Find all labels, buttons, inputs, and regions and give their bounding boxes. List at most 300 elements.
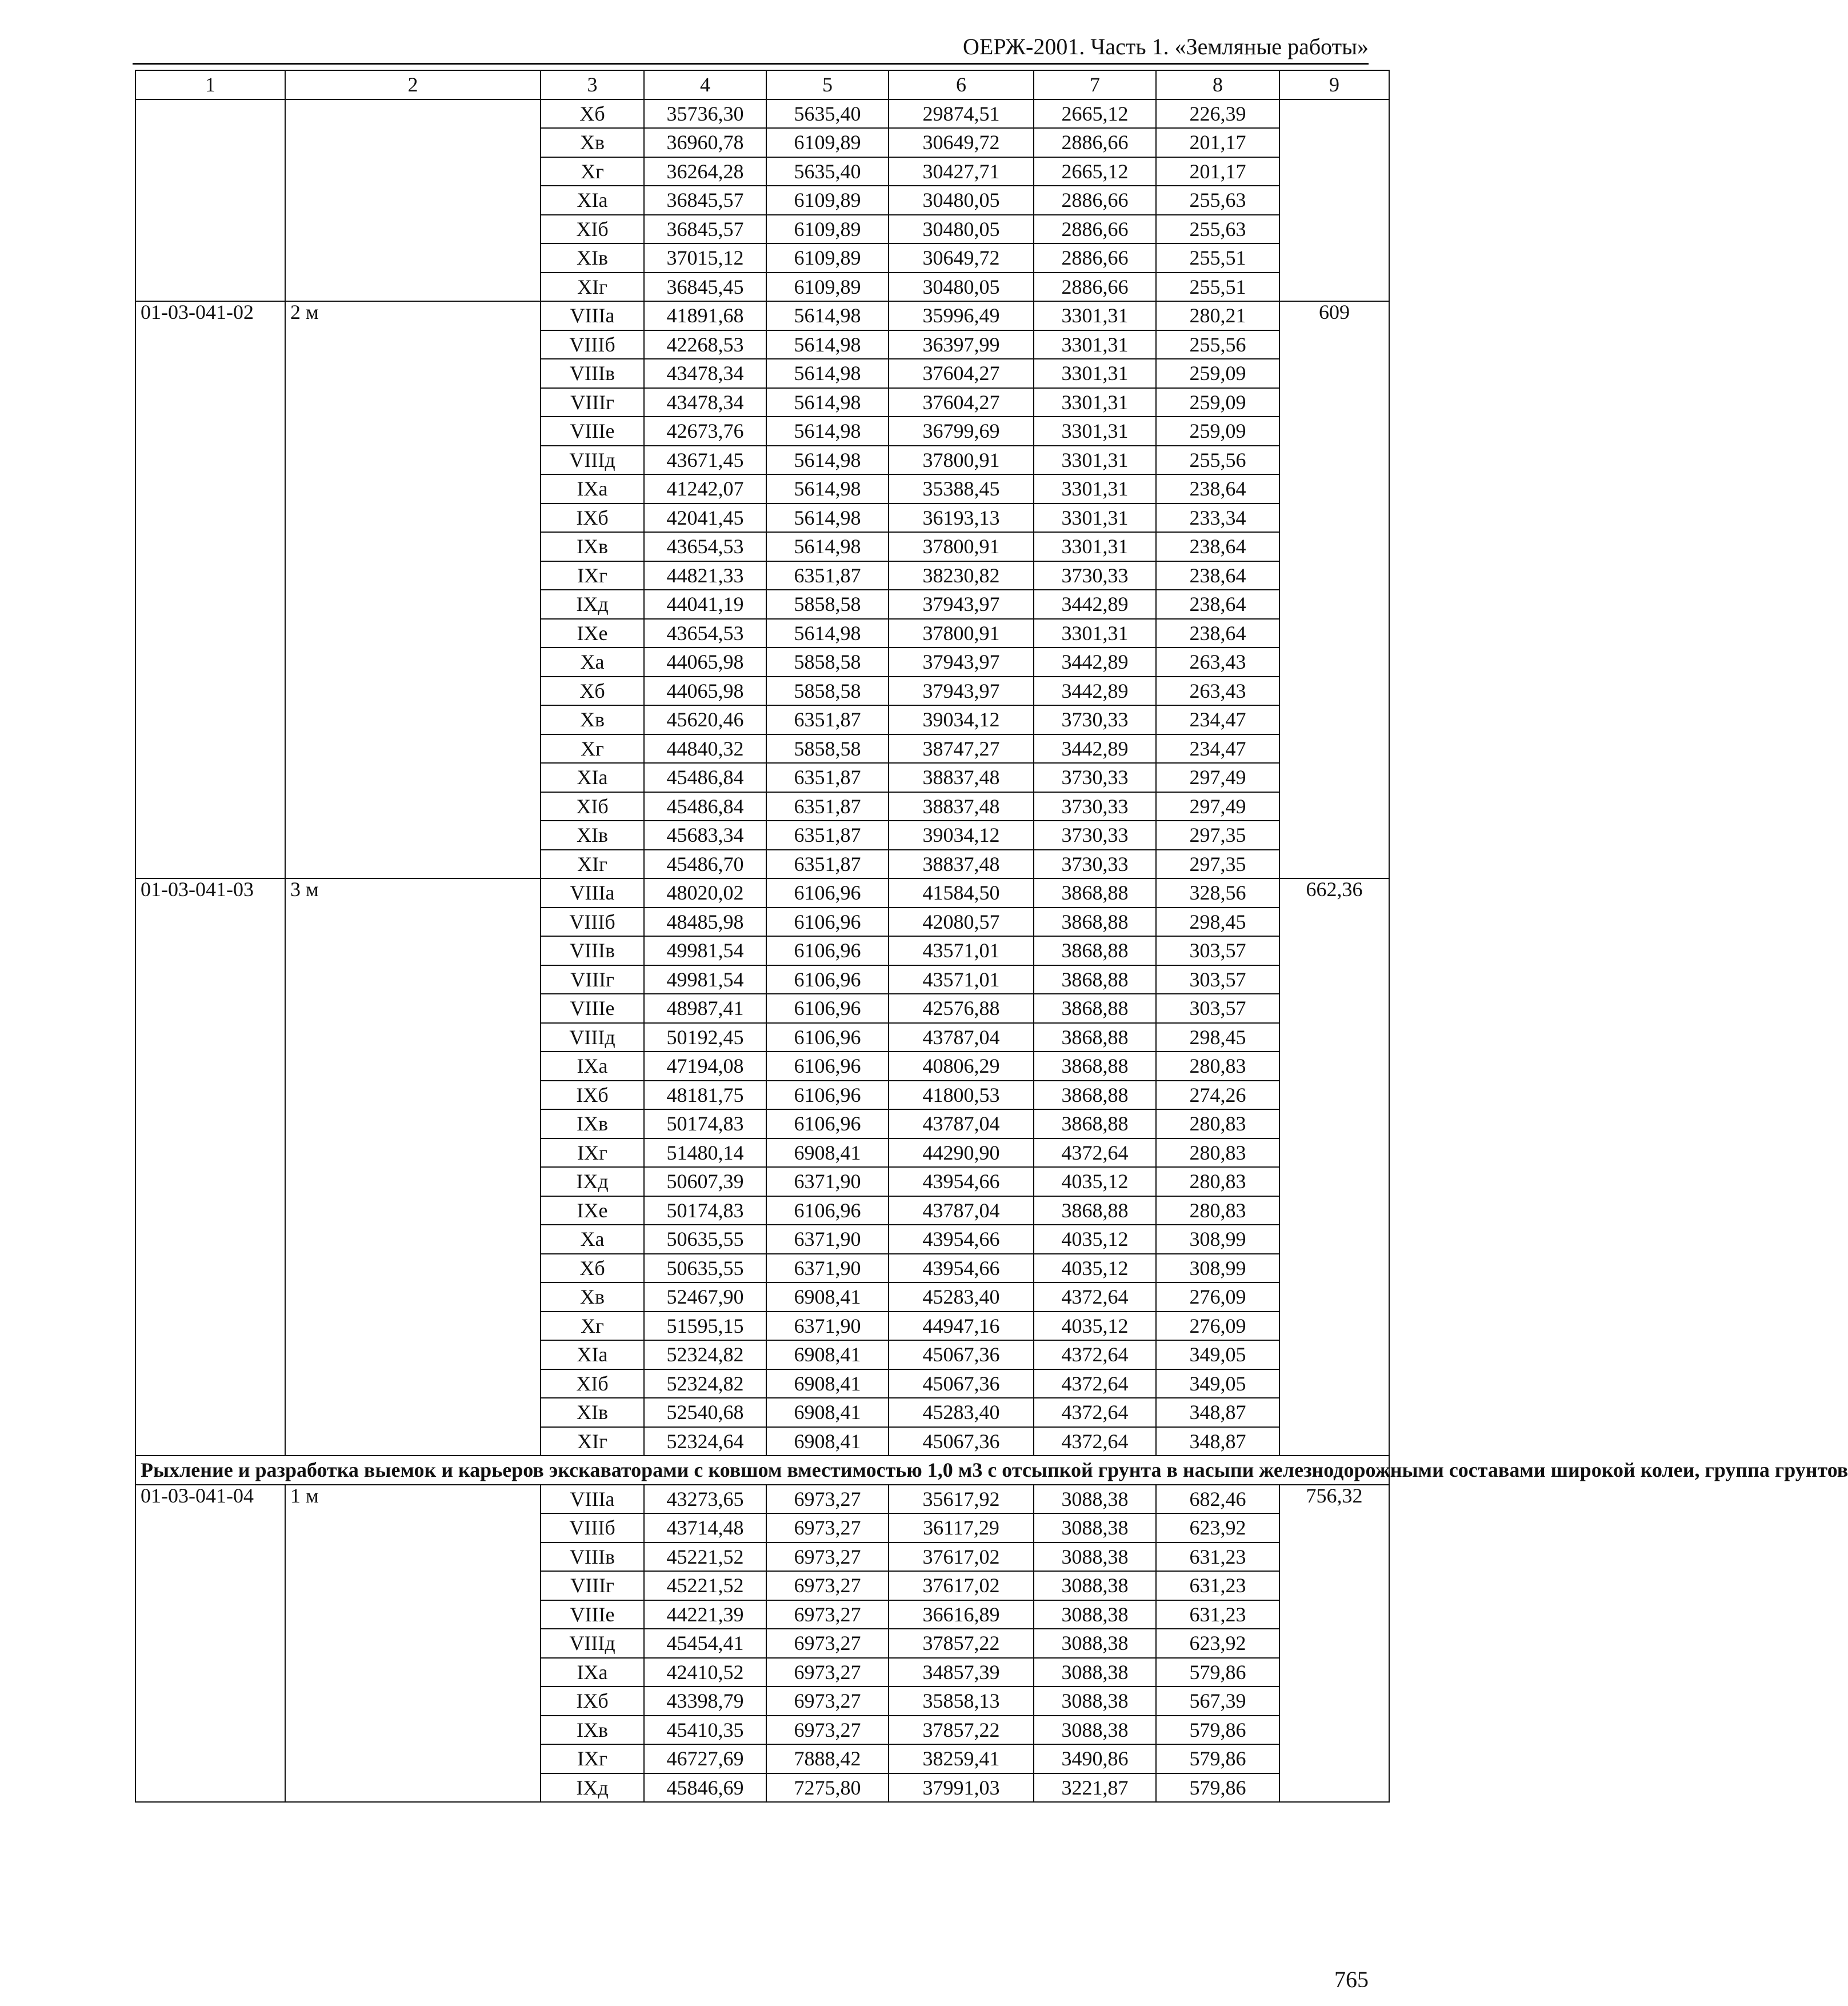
value-cell: 3088,38 (1034, 1485, 1156, 1514)
soil-group-cell: Хв (541, 128, 644, 157)
column-9-value: 662,36 (1279, 878, 1389, 1456)
value-cell: 3088,38 (1034, 1543, 1156, 1572)
value-cell: 4372,64 (1034, 1138, 1156, 1168)
soil-group-cell: Хб (541, 1254, 644, 1283)
value-cell: 255,56 (1156, 446, 1279, 475)
value-cell: 579,86 (1156, 1658, 1279, 1687)
value-cell: 48020,02 (644, 878, 766, 908)
value-cell: 50635,55 (644, 1225, 766, 1254)
soil-group-cell: VIIIд (541, 446, 644, 475)
value-cell: 41584,50 (889, 878, 1034, 908)
value-cell: 308,99 (1156, 1254, 1279, 1283)
value-cell: 5635,40 (766, 99, 889, 129)
soil-group-cell: IХв (541, 532, 644, 561)
value-cell: 45067,36 (889, 1340, 1034, 1369)
value-cell: 255,51 (1156, 273, 1279, 302)
soil-group-cell: VIIIа (541, 301, 644, 330)
value-cell: 263,43 (1156, 677, 1279, 706)
value-cell: 3730,33 (1034, 850, 1156, 879)
value-cell: 52324,82 (644, 1340, 766, 1369)
soil-group-cell: IХв (541, 1716, 644, 1745)
value-cell: 30480,05 (889, 215, 1034, 244)
value-cell: 3088,38 (1034, 1716, 1156, 1745)
value-cell: 45486,84 (644, 763, 766, 792)
value-cell: 3868,88 (1034, 1109, 1156, 1138)
value-cell: 6973,27 (766, 1716, 889, 1745)
value-cell: 5614,98 (766, 359, 889, 388)
value-cell: 44041,19 (644, 590, 766, 619)
value-cell: 42080,57 (889, 908, 1034, 937)
soil-group-cell: ХIб (541, 215, 644, 244)
soil-group-cell: VIIIе (541, 1600, 644, 1629)
value-cell: 6106,96 (766, 994, 889, 1023)
value-cell: 5614,98 (766, 388, 889, 417)
value-cell: 50174,83 (644, 1196, 766, 1225)
value-cell: 37604,27 (889, 388, 1034, 417)
value-cell: 297,35 (1156, 821, 1279, 850)
running-header: ОЕРЖ-2001. Часть 1. «Земляные работы» (963, 34, 1369, 59)
value-cell: 6973,27 (766, 1485, 889, 1514)
value-cell: 6351,87 (766, 850, 889, 879)
soil-group-cell: IХв (541, 1109, 644, 1138)
value-cell: 3868,88 (1034, 1052, 1156, 1081)
value-cell: 280,83 (1156, 1167, 1279, 1196)
value-cell: 4372,64 (1034, 1427, 1156, 1456)
value-cell: 38837,48 (889, 763, 1034, 792)
header-rule (133, 63, 1369, 65)
value-cell: 44221,39 (644, 1600, 766, 1629)
soil-group-cell: IХб (541, 1081, 644, 1110)
value-cell: 42410,52 (644, 1658, 766, 1687)
value-cell: 3301,31 (1034, 359, 1156, 388)
soil-group-cell: IХа (541, 1052, 644, 1081)
soil-group-cell: ХIг (541, 273, 644, 302)
value-cell: 43954,66 (889, 1254, 1034, 1283)
value-cell: 52324,64 (644, 1427, 766, 1456)
rate-code: 01-03-041-04 (135, 1485, 285, 1803)
value-cell: 37604,27 (889, 359, 1034, 388)
soil-group-cell: ХIа (541, 186, 644, 215)
column-number: 9 (1279, 70, 1389, 99)
value-cell: 579,86 (1156, 1773, 1279, 1803)
value-cell: 682,46 (1156, 1485, 1279, 1514)
value-cell: 38230,82 (889, 561, 1034, 590)
value-cell: 43671,45 (644, 446, 766, 475)
page-number: 765 (1334, 1967, 1369, 1992)
soil-group-cell: IХе (541, 1196, 644, 1225)
rate-code: 01-03-041-03 (135, 878, 285, 1456)
value-cell: 3088,38 (1034, 1571, 1156, 1600)
value-cell: 50174,83 (644, 1109, 766, 1138)
value-cell: 47194,08 (644, 1052, 766, 1081)
section-title: Рыхление и разработка выемок и карьеров экскаваторами с ковшом вместимостью 1,0 м3 с отсыпкой грунта в насыпи железнодорожными составами широкой колеи, группа грунтов (135, 1456, 1389, 1485)
soil-group-cell: ХIв (541, 243, 644, 273)
value-cell: 3301,31 (1034, 417, 1156, 446)
value-cell: 4035,12 (1034, 1225, 1156, 1254)
value-cell: 52540,68 (644, 1398, 766, 1427)
value-cell: 5858,58 (766, 677, 889, 706)
value-cell: 4372,64 (1034, 1282, 1156, 1312)
value-cell: 2886,66 (1034, 186, 1156, 215)
value-cell: 5614,98 (766, 446, 889, 475)
value-cell: 35996,49 (889, 301, 1034, 330)
value-cell: 263,43 (1156, 648, 1279, 677)
value-cell: 3301,31 (1034, 504, 1156, 533)
value-cell: 36397,99 (889, 330, 1034, 359)
value-cell: 45221,52 (644, 1543, 766, 1572)
value-cell: 43954,66 (889, 1167, 1034, 1196)
value-cell: 37943,97 (889, 590, 1034, 619)
value-cell: 36845,45 (644, 273, 766, 302)
soil-group-cell: IХд (541, 590, 644, 619)
value-cell: 6106,96 (766, 1023, 889, 1052)
column-9-value: 756,32 (1279, 1485, 1389, 1803)
value-cell: 259,09 (1156, 359, 1279, 388)
value-cell: 255,63 (1156, 215, 1279, 244)
value-cell: 6106,96 (766, 1081, 889, 1110)
value-cell: 2886,66 (1034, 128, 1156, 157)
value-cell: 6371,90 (766, 1254, 889, 1283)
value-cell: 6106,96 (766, 1109, 889, 1138)
value-cell: 5614,98 (766, 619, 889, 648)
value-cell: 5858,58 (766, 734, 889, 764)
value-cell: 37943,97 (889, 648, 1034, 677)
value-cell: 255,51 (1156, 243, 1279, 273)
column-number: 4 (644, 70, 766, 99)
value-cell: 6908,41 (766, 1282, 889, 1312)
value-cell: 6109,89 (766, 186, 889, 215)
value-cell: 43478,34 (644, 388, 766, 417)
value-cell: 3730,33 (1034, 705, 1156, 734)
soil-group-cell: IХе (541, 619, 644, 648)
value-cell: 297,49 (1156, 792, 1279, 821)
value-cell: 7888,42 (766, 1744, 889, 1773)
value-cell: 44821,33 (644, 561, 766, 590)
value-cell: 6908,41 (766, 1340, 889, 1369)
value-cell: 36799,69 (889, 417, 1034, 446)
value-cell: 37617,02 (889, 1543, 1034, 1572)
column-number: 8 (1156, 70, 1279, 99)
value-cell: 3301,31 (1034, 619, 1156, 648)
value-cell: 3088,38 (1034, 1600, 1156, 1629)
value-cell: 233,34 (1156, 504, 1279, 533)
soil-group-cell: Ха (541, 648, 644, 677)
value-cell: 328,56 (1156, 878, 1279, 908)
value-cell: 631,23 (1156, 1543, 1279, 1572)
soil-group-cell: ХIв (541, 821, 644, 850)
value-cell: 3301,31 (1034, 388, 1156, 417)
column-number: 3 (541, 70, 644, 99)
value-cell: 37943,97 (889, 677, 1034, 706)
value-cell: 35388,45 (889, 474, 1034, 504)
value-cell: 3868,88 (1034, 1196, 1156, 1225)
value-cell: 3868,88 (1034, 1081, 1156, 1110)
value-cell: 36960,78 (644, 128, 766, 157)
value-cell: 6908,41 (766, 1398, 889, 1427)
value-cell: 3088,38 (1034, 1513, 1156, 1543)
value-cell: 280,83 (1156, 1052, 1279, 1081)
soil-group-cell: ХIг (541, 850, 644, 879)
soil-group-cell: Хб (541, 677, 644, 706)
value-cell: 45846,69 (644, 1773, 766, 1803)
value-cell: 5614,98 (766, 504, 889, 533)
value-cell: 298,45 (1156, 1023, 1279, 1052)
value-cell: 50607,39 (644, 1167, 766, 1196)
value-cell: 6973,27 (766, 1629, 889, 1658)
value-cell: 41800,53 (889, 1081, 1034, 1110)
value-cell: 3442,89 (1034, 648, 1156, 677)
value-cell: 44947,16 (889, 1312, 1034, 1341)
value-cell: 45486,70 (644, 850, 766, 879)
value-cell: 45620,46 (644, 705, 766, 734)
soil-group-cell: VIIIа (541, 1485, 644, 1514)
value-cell: 5614,98 (766, 301, 889, 330)
soil-group-cell: IХг (541, 1744, 644, 1773)
value-cell: 36193,13 (889, 504, 1034, 533)
value-cell: 201,17 (1156, 157, 1279, 186)
value-cell: 238,64 (1156, 532, 1279, 561)
value-cell: 6109,89 (766, 128, 889, 157)
value-cell: 6908,41 (766, 1138, 889, 1168)
value-cell: 579,86 (1156, 1744, 1279, 1773)
value-cell: 3088,38 (1034, 1629, 1156, 1658)
value-cell: 4035,12 (1034, 1167, 1156, 1196)
value-cell: 35858,13 (889, 1687, 1034, 1716)
value-cell: 42673,76 (644, 417, 766, 446)
value-cell: 6371,90 (766, 1312, 889, 1341)
value-cell: 6973,27 (766, 1543, 889, 1572)
value-cell: 234,47 (1156, 734, 1279, 764)
rate-parameter: 1 м (285, 1485, 541, 1803)
value-cell: 3730,33 (1034, 763, 1156, 792)
value-cell: 43273,65 (644, 1485, 766, 1514)
value-cell: 43787,04 (889, 1109, 1034, 1138)
value-cell: 52324,82 (644, 1369, 766, 1398)
value-cell: 51480,14 (644, 1138, 766, 1168)
value-cell: 37015,12 (644, 243, 766, 273)
column-9-value: 609 (1279, 301, 1389, 878)
value-cell: 259,09 (1156, 388, 1279, 417)
soil-group-cell: VIIIб (541, 908, 644, 937)
value-cell: 308,99 (1156, 1225, 1279, 1254)
value-cell: 2886,66 (1034, 273, 1156, 302)
value-cell: 50635,55 (644, 1254, 766, 1283)
soil-group-cell: VIIIв (541, 1543, 644, 1572)
value-cell: 2665,12 (1034, 99, 1156, 129)
value-cell: 3301,31 (1034, 474, 1156, 504)
value-cell: 2886,66 (1034, 243, 1156, 273)
soil-group-cell: Хв (541, 705, 644, 734)
value-cell: 259,09 (1156, 417, 1279, 446)
value-cell: 3730,33 (1034, 561, 1156, 590)
value-cell: 6106,96 (766, 936, 889, 965)
value-cell: 623,92 (1156, 1513, 1279, 1543)
value-cell: 44065,98 (644, 648, 766, 677)
value-cell: 6351,87 (766, 561, 889, 590)
rate-code (135, 99, 285, 302)
value-cell: 45283,40 (889, 1282, 1034, 1312)
value-cell: 3088,38 (1034, 1658, 1156, 1687)
value-cell: 3868,88 (1034, 936, 1156, 965)
value-cell: 348,87 (1156, 1398, 1279, 1427)
value-cell: 3868,88 (1034, 908, 1156, 937)
value-cell: 42268,53 (644, 330, 766, 359)
value-cell: 276,09 (1156, 1282, 1279, 1312)
value-cell: 238,64 (1156, 590, 1279, 619)
value-cell: 280,83 (1156, 1138, 1279, 1168)
value-cell: 6973,27 (766, 1658, 889, 1687)
value-cell: 6106,96 (766, 878, 889, 908)
value-cell: 29874,51 (889, 99, 1034, 129)
value-cell: 297,35 (1156, 850, 1279, 879)
soil-group-cell: ХIа (541, 763, 644, 792)
value-cell: 255,63 (1156, 186, 1279, 215)
value-cell: 43954,66 (889, 1225, 1034, 1254)
soil-group-cell: Хг (541, 1312, 644, 1341)
soil-group-cell: ХIб (541, 792, 644, 821)
soil-group-cell: VIIIв (541, 359, 644, 388)
value-cell: 3442,89 (1034, 734, 1156, 764)
value-cell: 280,21 (1156, 301, 1279, 330)
table-row (135, 99, 1389, 129)
value-cell: 238,64 (1156, 474, 1279, 504)
value-cell: 2886,66 (1034, 215, 1156, 244)
value-cell: 3221,87 (1034, 1773, 1156, 1803)
value-cell: 5858,58 (766, 648, 889, 677)
soil-group-cell: VIIIе (541, 417, 644, 446)
value-cell: 349,05 (1156, 1369, 1279, 1398)
table-row (135, 301, 1389, 330)
soil-group-cell: VIIIб (541, 330, 644, 359)
column-number: 2 (285, 70, 541, 99)
value-cell: 3730,33 (1034, 821, 1156, 850)
rate-parameter: 3 м (285, 878, 541, 1456)
value-cell: 6973,27 (766, 1600, 889, 1629)
value-cell: 3868,88 (1034, 965, 1156, 994)
value-cell: 37857,22 (889, 1629, 1034, 1658)
value-cell: 298,45 (1156, 908, 1279, 937)
value-cell: 44290,90 (889, 1138, 1034, 1168)
value-cell: 37857,22 (889, 1716, 1034, 1745)
value-cell: 45454,41 (644, 1629, 766, 1658)
soil-group-cell: VIIIд (541, 1023, 644, 1052)
value-cell: 43787,04 (889, 1023, 1034, 1052)
value-cell: 35736,30 (644, 99, 766, 129)
value-cell: 39034,12 (889, 821, 1034, 850)
value-cell: 238,64 (1156, 619, 1279, 648)
value-cell: 43571,01 (889, 965, 1034, 994)
value-cell: 49981,54 (644, 936, 766, 965)
soil-group-cell: ХIв (541, 1398, 644, 1427)
soil-group-cell: IХд (541, 1167, 644, 1196)
value-cell: 45683,34 (644, 821, 766, 850)
value-cell: 35617,92 (889, 1485, 1034, 1514)
value-cell: 34857,39 (889, 1658, 1034, 1687)
soil-group-cell: IХб (541, 504, 644, 533)
value-cell: 48987,41 (644, 994, 766, 1023)
value-cell: 41891,68 (644, 301, 766, 330)
value-cell: 6109,89 (766, 215, 889, 244)
value-cell: 348,87 (1156, 1427, 1279, 1456)
value-cell: 6109,89 (766, 243, 889, 273)
column-number: 6 (889, 70, 1034, 99)
column-number-row (135, 70, 1389, 99)
value-cell: 4372,64 (1034, 1340, 1156, 1369)
value-cell: 349,05 (1156, 1340, 1279, 1369)
rate-parameter: 2 м (285, 301, 541, 878)
value-cell: 238,64 (1156, 561, 1279, 590)
table-row (135, 878, 1389, 908)
value-cell: 44840,32 (644, 734, 766, 764)
value-cell: 3088,38 (1034, 1687, 1156, 1716)
value-cell: 43398,79 (644, 1687, 766, 1716)
soil-group-cell: Хб (541, 99, 644, 129)
soil-group-cell: Хг (541, 734, 644, 764)
value-cell: 3301,31 (1034, 301, 1156, 330)
value-cell: 6973,27 (766, 1571, 889, 1600)
value-cell: 579,86 (1156, 1716, 1279, 1745)
value-cell: 43714,48 (644, 1513, 766, 1543)
soil-group-cell: Ха (541, 1225, 644, 1254)
soil-group-cell: ХIб (541, 1369, 644, 1398)
value-cell: 30480,05 (889, 186, 1034, 215)
soil-group-cell: VIIIа (541, 878, 644, 908)
value-cell: 36616,89 (889, 1600, 1034, 1629)
value-cell: 4035,12 (1034, 1312, 1156, 1341)
soil-group-cell: Хг (541, 157, 644, 186)
value-cell: 631,23 (1156, 1600, 1279, 1629)
value-cell: 5614,98 (766, 417, 889, 446)
value-cell: 6109,89 (766, 273, 889, 302)
value-cell: 631,23 (1156, 1571, 1279, 1600)
value-cell: 6973,27 (766, 1687, 889, 1716)
value-cell: 280,83 (1156, 1196, 1279, 1225)
value-cell: 6106,96 (766, 965, 889, 994)
column-number: 1 (135, 70, 285, 99)
value-cell: 38747,27 (889, 734, 1034, 764)
value-cell: 6973,27 (766, 1513, 889, 1543)
value-cell: 2665,12 (1034, 157, 1156, 186)
value-cell: 6371,90 (766, 1225, 889, 1254)
soil-group-cell: VIIIг (541, 388, 644, 417)
soil-group-cell: IХа (541, 474, 644, 504)
value-cell: 37800,91 (889, 532, 1034, 561)
value-cell: 6351,87 (766, 705, 889, 734)
value-cell: 48485,98 (644, 908, 766, 937)
value-cell: 6351,87 (766, 792, 889, 821)
value-cell: 3301,31 (1034, 532, 1156, 561)
value-cell: 38259,41 (889, 1744, 1034, 1773)
value-cell: 6351,87 (766, 821, 889, 850)
value-cell: 6351,87 (766, 763, 889, 792)
value-cell: 4372,64 (1034, 1398, 1156, 1427)
value-cell: 567,39 (1156, 1687, 1279, 1716)
value-cell: 3301,31 (1034, 446, 1156, 475)
soil-group-cell: VIIIб (541, 1513, 644, 1543)
value-cell: 36845,57 (644, 215, 766, 244)
soil-group-cell: IХд (541, 1773, 644, 1803)
value-cell: 3490,86 (1034, 1744, 1156, 1773)
value-cell: 3868,88 (1034, 1023, 1156, 1052)
value-cell: 30480,05 (889, 273, 1034, 302)
value-cell: 255,56 (1156, 330, 1279, 359)
value-cell: 30427,71 (889, 157, 1034, 186)
value-cell: 36845,57 (644, 186, 766, 215)
value-cell: 6908,41 (766, 1369, 889, 1398)
soil-group-cell: VIIIг (541, 1571, 644, 1600)
value-cell: 5614,98 (766, 532, 889, 561)
value-cell: 6106,96 (766, 908, 889, 937)
